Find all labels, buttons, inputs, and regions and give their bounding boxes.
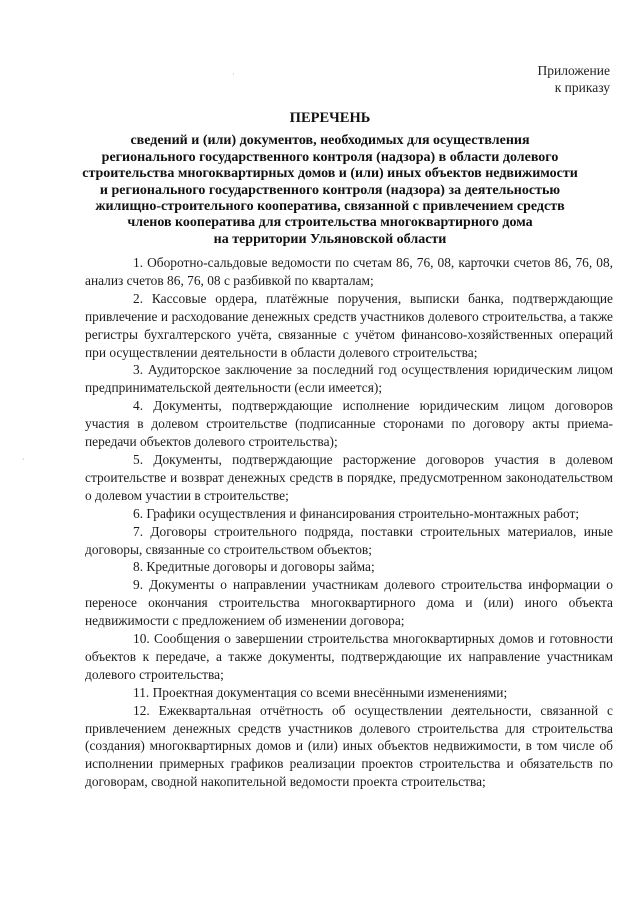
list-item: 4. Документы, подтверждающие исполнение юридическим лицом договоров участия в долевом строительстве (подписанные сторонами по договору акты приема-передачи объектов долевого строительства); <box>85 398 613 450</box>
annex-line: к приказу <box>554 80 610 95</box>
document-heading <box>70 110 590 248</box>
list-item: 12. Ежеквартальная отчётность об осуществлении деятельности, связанной с привлечением денежных средств участников долевого строительства для строительства (создания) многоквартирных домов и (или) иных объектов недвижимости, в том числе об исполнении примерных графиков реализации проектов строительства и обязательств по договорам, сводной накопительной ведомости проекта строительства; <box>85 702 613 790</box>
list-item: 1. Оборотно-сальдовые ведомости по счетам 86, 76, 08, карточки счетов 86, 76, 08, анализ счетов 86, 76, 08 с разбивкой по кварталам; <box>85 255 613 288</box>
annex-label <box>538 62 610 96</box>
list-item: 11. Проектная документация со всеми внесёнными изменениями; <box>133 684 508 700</box>
scan-speck: · <box>22 455 25 464</box>
list-item: 9. Документы о направлении участникам долевого строительства информации о переносе окончания строительства многоквартирного дома и (или) иного объекта недвижимости с предложением об изменении договора; <box>85 577 613 629</box>
subtitle-line: членов кооператива для строительства многоквартирного дома <box>127 215 533 231</box>
subtitle-line: регионального государственного контроля (надзора) в области долевого <box>101 149 559 165</box>
list-item: 10. Сообщения о завершении строительства многоквартирных домов и готовности объектов к передаче, а также документы, подтверждающие их направление участникам долевого строительства; <box>85 631 613 682</box>
list-item: 5. Документы, подтверждающие расторжение договоров участия в долевом строительстве и возврат денежных средств в порядке, предусмотренном законодательством о долевом участии в строительстве; <box>85 451 613 503</box>
list-item: 2. Кассовые ордера, платёжные поручения, выписки банка, подтверждающие привлечение и расходование денежных средств участников долевого строительства, а также регистры бухгалтерского учёта, связанные с учётом финансово-хозяйственных операций при осуществлении деятельности в области долевого строительства; <box>85 290 613 360</box>
subtitle-line: на территории Ульяновской области <box>213 231 447 247</box>
subtitle-line: жилищно-строительного кооператива, связанной с привлечением средств <box>95 199 565 215</box>
subtitle-line: строительства многоквартирных домов и (или) иных объектов недвижимости <box>82 166 578 182</box>
list-item: 3. Аудиторское заключение за последний год осуществления юридическим лицом предпринимательской деятельности (если имеется); <box>85 362 613 396</box>
annex-line: Приложение <box>537 63 610 78</box>
list-item: 7. Договоры строительного подряда, поставки строительных материалов, иные договоры, связанные со строительством объектов; <box>85 523 613 557</box>
scan-speck: · <box>232 70 235 79</box>
document-title: ПЕРЕЧЕНЬ <box>289 110 371 126</box>
list-item: 8. Кредитные договоры и договоры займа; <box>133 559 375 575</box>
subtitle-line: сведений и (или) документов, необходимых для осуществления <box>130 133 530 149</box>
list-item: 6. Графики осуществления и финансирования строительно-монтажных работ; <box>133 505 580 521</box>
document-body <box>85 254 613 791</box>
subtitle-line: и регионального государственного контроля (надзора) за деятельностью <box>99 182 561 198</box>
